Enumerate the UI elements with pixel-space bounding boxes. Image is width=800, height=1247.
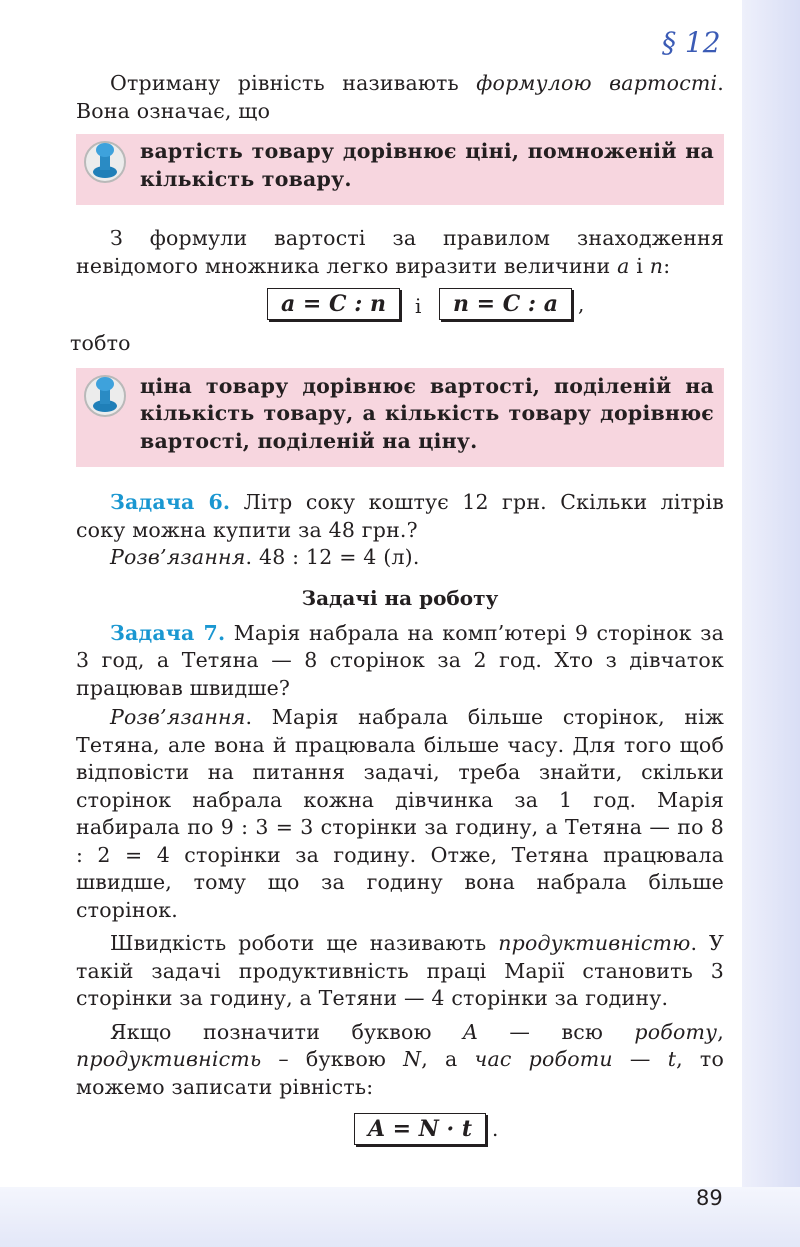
paragraph-productivity: Швидкість роботи ще називають продуктивністю. У такій задачі продуктивність праці Марії становить 3 сторінки за годину, а Тетяни — 4 сторінки за годину. (76, 931, 725, 1010)
page-body (70, 70, 725, 1153)
task-6: Задача 6. Літр соку коштує 12 грн. Скільки літрів соку можна купити за 48 грн.? (76, 490, 724, 542)
section-heading: Задачі на роботу (301, 585, 499, 610)
pin-icon (82, 372, 128, 418)
task-7-label: Задача 7. (110, 620, 226, 645)
task-6-solution: Розв’язання. 48 : 12 = 4 (л). (110, 545, 420, 569)
paragraph-unknown-factor: З формули вартості за правилом знаходження невідомого множника легко виразити величини a і n: (76, 226, 724, 278)
rule-text: вартість товару дорівнює ціні, помноженій на кількість товару. (140, 139, 714, 191)
tobto-text: тобто (70, 331, 131, 355)
formula-connector: і (415, 294, 422, 318)
task-6-label: Задача 6. (110, 490, 231, 514)
page-bottom-band (0, 1187, 800, 1247)
formula-n-box: n = C : a (439, 288, 572, 320)
page-number: 89 (696, 1186, 723, 1210)
formula-line (76, 288, 724, 328)
rule-box-value (76, 134, 724, 205)
section-number: § 12 (662, 26, 721, 59)
pin-icon (82, 138, 128, 184)
rule-box-price (76, 368, 724, 468)
formula-a-box: a = C : n (267, 288, 400, 320)
rule-text: ціна товару дорівнює вартості, поділеній на кількість товару, а кількість товару дорівнює вартості, поділеній на ціну. (140, 373, 714, 453)
formula-period: . (492, 1117, 499, 1141)
page-edge-band (742, 0, 800, 1247)
term-value-formula: формулою вартості (476, 71, 718, 95)
final-formula-line (76, 1113, 724, 1153)
paragraph-notation: Якщо позначити буквою A — всю роботу, продуктивність – буквою N, а час роботи — t, то можемо записати рівність: (76, 1019, 725, 1099)
formula-work-box: A = N · t (354, 1113, 486, 1145)
formula-comma: , (578, 292, 585, 316)
task-7: Задача 7. Марія набрала на комп’ютері 9 сторінок за 3 год, а Тетяна — 8 сторінок за 2 год. Хто з дівчаток працював швидше? (76, 620, 724, 700)
paragraph-value-formula: Отриману рівність називають формулою вартості. Вона означає, що (76, 71, 724, 123)
task-7-solution: Розв’язання. Марія набрала більше сторінок, ніж Тетяна, але вона й працювала більше часу. Для того щоб відповісти на питання задачі, треба знайти, скільки сторінок набрала кожна дівчинка за 1 год. Марія набирала по 9 : 3 = 3 сторінки за годину, а Тетяна — по 8 : 2 = 4 сторінки за годину. Отже, Тетяна працювала швидше, тому що за годину вона набрала більше сторінок. (76, 705, 724, 922)
